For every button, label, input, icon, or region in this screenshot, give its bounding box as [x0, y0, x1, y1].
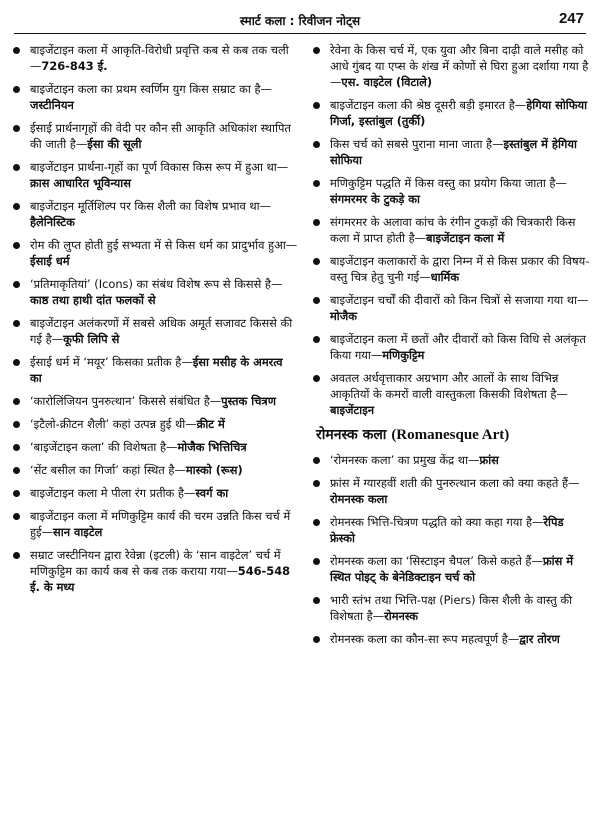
qa-item — [310, 370, 592, 418]
qa-item — [310, 514, 592, 546]
qa-item — [10, 547, 298, 595]
bullet-icon — [313, 102, 320, 109]
bullet-icon — [313, 480, 320, 487]
question-text: बाइजेंटाइन मूर्तिशिल्प पर किस शैली का विशेष प्रभाव था— — [30, 199, 272, 213]
qa-item — [310, 592, 592, 624]
qa-item — [10, 354, 298, 386]
page-header — [0, 0, 600, 30]
qa-list-left — [10, 42, 298, 595]
qa-item — [310, 136, 592, 168]
qa-item — [310, 175, 592, 207]
bullet-icon — [13, 125, 20, 132]
answer-text: इस्तांबुल में हेगिया सोफिया — [330, 137, 577, 167]
bullet-icon — [313, 47, 320, 54]
question-text: बाइजेंटाइन कला में छतों और दीवारों को किस विधि से अलंकृत किया गया— — [330, 332, 586, 362]
bullet-icon — [13, 490, 20, 497]
qa-item — [10, 159, 298, 191]
answer-text: ईसाई धर्म — [30, 254, 70, 268]
question-text: अवतल अर्धवृत्ताकार अग्रभाग और आलों के साथ विभिन्न आकृतियों के कमरों वाली वास्तुकला किसकी विशेषता है— — [330, 371, 568, 401]
answer-text: फ्रांस — [479, 453, 499, 467]
answer-text: बाइजेंटाइन — [330, 403, 375, 417]
qa-item — [10, 393, 298, 409]
qa-item — [10, 315, 298, 347]
qa-item — [310, 292, 592, 324]
answer-text: ईसा की सूली — [87, 137, 142, 151]
qa-item — [10, 81, 298, 113]
answer-text: फ्रांस में स्थित पोइट् के बेनेडिक्टाइन चर्च को — [330, 554, 574, 584]
question-text: रोमनस्क कला का कौन-सा रूप महत्वपूर्ण है— — [330, 632, 520, 646]
question-text: ‘बाइजेंटाइन कला’ की विशेषता है— — [30, 440, 178, 454]
answer-text: हैलेनिस्टिक — [30, 215, 75, 229]
qa-item — [10, 120, 298, 152]
header-rule — [14, 33, 586, 34]
answer-text: बाइजेंटाइन कला में — [426, 231, 505, 245]
section-heading — [316, 425, 592, 444]
question-text: बाइजेंटाइन प्रार्थना-गृहों का पूर्ण विकास किस रूप में हुआ था— — [30, 160, 289, 174]
question-text: ‘प्रतिमाकृतियां’ (Icons) का संबंध विशेष रूप से किससे है— — [30, 277, 283, 291]
qa-item — [310, 331, 592, 363]
question-text: मणिकुट्टिम पद्धति में किस वस्तु का प्रयोग किया जाता है— — [330, 176, 567, 190]
left-column — [10, 42, 298, 838]
bullet-icon — [13, 398, 20, 405]
bullet-icon — [13, 552, 20, 559]
question-text: सम्राट जस्टीनियन द्वारा रेवेन्ना (इटली) के ‘सान वाइटेल’ चर्च में मणिकुट्टिम का कार्य कब से कब तक कराया गया— — [30, 548, 281, 578]
qa-item — [310, 631, 592, 647]
section-heading-english: (Romanesque Art) — [391, 427, 510, 443]
answer-text: मोजैक भित्तिचित्र — [177, 440, 247, 454]
bullet-icon — [313, 258, 320, 265]
question-text: ‘सेंट बसील का गिर्जा’ कहां स्थित है— — [30, 463, 186, 477]
answer-text: रोमनस्क कला — [330, 492, 388, 506]
answer-text: स्वर्ग का — [195, 486, 229, 500]
bullet-icon — [13, 242, 20, 249]
qa-item — [10, 276, 298, 308]
qa-item — [10, 237, 298, 269]
bullet-icon — [13, 359, 20, 366]
qa-item — [10, 439, 298, 455]
question-text: बाइजेंटाइन चर्चों की दीवारों को किन चित्रों से सजाया गया था— — [330, 293, 589, 307]
question-text: भारी स्तंभ तथा भित्ति-पक्ष (Piers) किस शैली के वास्तु की विशेषता है— — [330, 593, 573, 623]
bullet-icon — [13, 86, 20, 93]
qa-item — [310, 97, 592, 129]
answer-text: क्रास आधारित भूविन्यास — [30, 176, 131, 190]
question-text: बाइजेंटाइन कला में आकृति-विरोधी प्रवृत्ति कब से कब तक चली— — [30, 43, 289, 73]
question-text: बाइजेंटाइन कला में मणिकुट्टिम कार्य की चरम उन्नति किस चर्च में हुई— — [30, 509, 291, 539]
bullet-icon — [313, 597, 320, 604]
bullet-icon — [313, 336, 320, 343]
qa-list-right-bottom — [310, 452, 592, 647]
bullet-icon — [13, 421, 20, 428]
bullet-icon — [13, 281, 20, 288]
answer-text: क्रीट में — [196, 417, 225, 431]
bullet-icon — [313, 180, 320, 187]
qa-item — [310, 42, 592, 90]
qa-item — [10, 416, 298, 432]
bullet-icon — [313, 636, 320, 643]
answer-text: सान वाइटेल — [53, 525, 103, 539]
question-text: फ्रांस में ग्यारहवीं शती की पुनरुत्थान कला को क्या कहते हैं— — [330, 476, 580, 490]
bullet-icon — [13, 467, 20, 474]
qa-list-right-top — [310, 42, 592, 418]
question-text: बाइजेंटाइन कला मे पीला रंग प्रतीक है— — [30, 486, 196, 500]
answer-text: मोजैक — [330, 309, 357, 323]
question-text: रोमनस्क कला का ‘सिस्टाइन चैपल’ किसे कहते हैं— — [330, 554, 543, 568]
bullet-icon — [13, 164, 20, 171]
running-title: स्मार्ट कला : रिवीजन नोट्स — [239, 14, 361, 28]
qa-item — [10, 462, 298, 478]
bullet-icon — [313, 457, 320, 464]
qa-item — [310, 452, 592, 468]
right-column — [310, 42, 592, 838]
answer-text: ईसा मसीह के अमरत्व का — [30, 355, 283, 385]
question-text: ‘रोमनस्क कला’ का प्रमुख केंद्र था— — [330, 453, 480, 467]
bullet-icon — [13, 513, 20, 520]
answer-text: रोमनस्क — [384, 609, 419, 623]
qa-item — [310, 553, 592, 585]
question-text: ‘इटैलो-क्रीटन शैली’ कहां उत्पन्न हुई थी— — [30, 417, 197, 431]
answer-text: संगमरमर के टुकड़े का — [330, 192, 420, 206]
qa-item — [310, 475, 592, 507]
qa-item — [310, 253, 592, 285]
section-heading-hindi: रोमनस्क कला — [316, 427, 387, 443]
bullet-icon — [313, 219, 320, 226]
bullet-icon — [13, 47, 20, 54]
answer-text: 546-548 ई. के मध्य — [30, 564, 291, 594]
bullet-icon — [313, 519, 320, 526]
bullet-icon — [13, 444, 20, 451]
answer-text: 726-843 ई. — [41, 59, 108, 73]
question-text: बाइजेंटाइन अलंकरणों में सबसे अधिक अमूर्त सजावट किससे की गई है— — [30, 316, 293, 346]
question-text: रेवेना के किस चर्च में, एक युवा और बिना दाढ़ी वाले मसीह को आधे गुंबद या एप्स के शंख में कोणों से घिरा हुआ दर्शाया गया है— — [330, 43, 589, 89]
answer-text: एस. वाइटेल (विटाले) — [341, 75, 433, 89]
answer-text: जस्टीनियन — [30, 98, 74, 112]
question-text: ईसाई धर्म में ‘मयूर’ किसका प्रतीक है— — [30, 355, 193, 369]
qa-item — [10, 198, 298, 230]
qa-item — [10, 485, 298, 501]
bullet-icon — [313, 141, 320, 148]
qa-item — [310, 214, 592, 246]
question-text: ईसाई प्रार्थनागृहों की वेदी पर कौन सी आकृति अधिकांश स्थापित की जाती है— — [30, 121, 291, 151]
page-number: 247 — [558, 10, 584, 27]
question-text: रोमनस्क भित्ति-चित्रण पद्धति को क्या कहा गया है— — [330, 515, 544, 529]
question-text: बाइजेंटाइन कला का प्रथम स्वर्णिम युग किस सम्राट का है— — [30, 82, 272, 96]
question-text: बाइजेंटाइन कला की श्रेष्ठ दूसरी बड़ी इमारत है— — [330, 98, 527, 112]
bullet-icon — [313, 297, 320, 304]
bullet-icon — [313, 375, 320, 382]
answer-text: पुस्तक चित्रण — [221, 394, 276, 408]
bullet-icon — [13, 203, 20, 210]
bullet-icon — [13, 320, 20, 327]
answer-text: हेगिया सोफिया गिर्जा, इस्तांबुल (तुर्की) — [330, 98, 588, 128]
answer-text: काष्ठ तथा हाथी दांत फलकों से — [30, 293, 156, 307]
question-text: संगमरमर के अलावा कांच के रंगीन टुकड़ों की चित्रकारी किस कला में प्राप्त होती है— — [330, 215, 576, 245]
answer-text: द्वार तोरण — [519, 632, 560, 646]
answer-text: धार्मिक — [430, 270, 460, 284]
question-text: बाइजेंटाइन कलाकारों के द्वारा निम्न में से किस प्रकार की विषय-वस्तु चित्र हेतु चुनी गई— — [330, 254, 590, 284]
qa-item — [10, 508, 298, 540]
answer-text: कूफी लिपि से — [63, 332, 120, 346]
answer-text: मास्को (रूस) — [185, 463, 243, 477]
bullet-icon — [313, 558, 320, 565]
question-text: किस चर्च को सबसे पुराना माना जाता है— — [330, 137, 504, 151]
question-text: रोम की लुप्त होती हुई सभ्यता में से किस धर्म का प्रादुर्भाव हुआ— — [30, 238, 298, 252]
qa-item — [10, 42, 298, 74]
answer-text: मणिकुट्टिम — [382, 348, 425, 362]
question-text: ‘कारोलिंजियन पुनरुत्थान’ किससे संबंधित है— — [30, 394, 222, 408]
answer-text: रेपिड फ्रेस्को — [330, 515, 564, 545]
